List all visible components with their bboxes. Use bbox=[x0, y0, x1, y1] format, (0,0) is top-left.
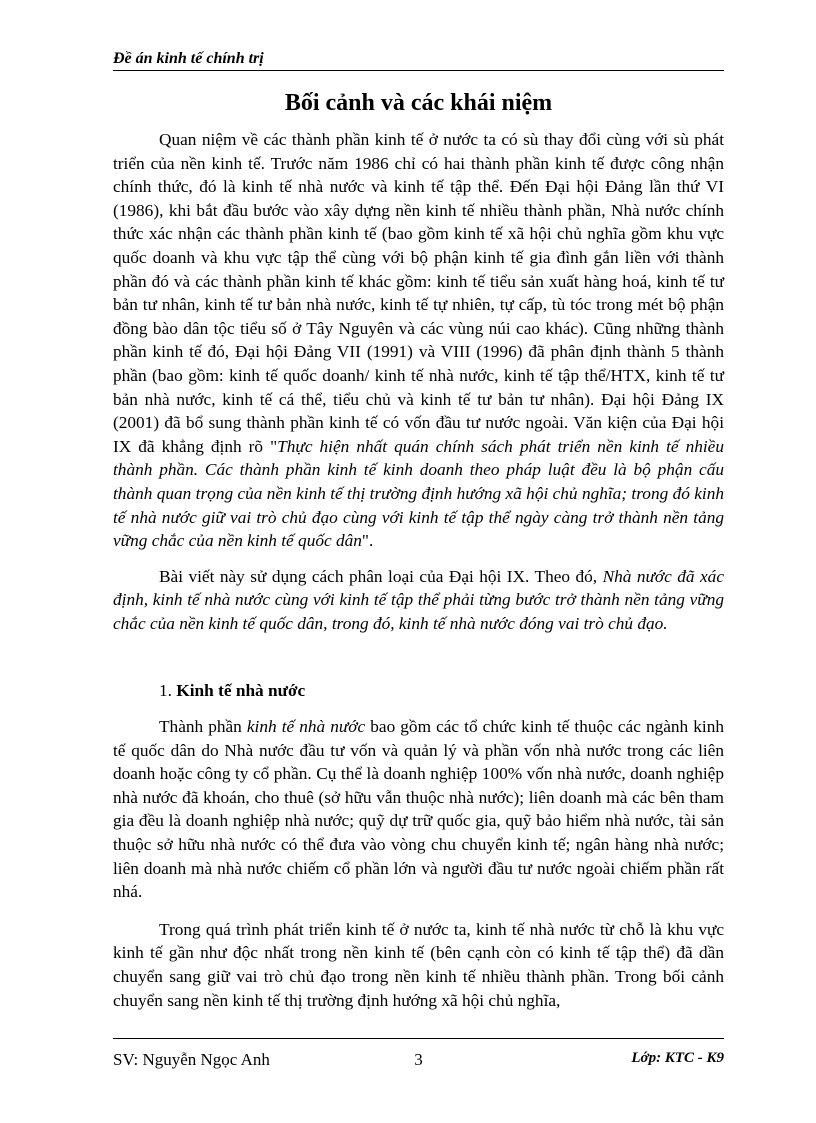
class-label: Lớp: KTC - K9 bbox=[631, 1050, 724, 1066]
page-footer bbox=[113, 1050, 724, 1072]
page-header bbox=[113, 50, 724, 71]
paragraph-context bbox=[113, 128, 724, 553]
footer-divider bbox=[113, 1038, 724, 1039]
emphasis-text: kinh tế nhà nước bbox=[246, 717, 366, 737]
paragraph-state-economy bbox=[113, 715, 724, 904]
header-title: Đề án kinh tế chính trị bbox=[113, 50, 264, 67]
paragraph-development bbox=[113, 918, 724, 1012]
paragraph-classification bbox=[113, 565, 724, 636]
paragraph-text: Quan niệm về các thành phần kinh tế ở nước ta có sù thay đổi cùng với sù phát triển của nền kinh tế. Trước năm 1986 chỉ có hai thành phần kinh tế được công nhận chính thức, đó là kinh tế nhà nước và kinh tế tập thể. Đến Đại hội Đảng lần thứ VI (1986), khi bắt đầu bước vào xây dựng nền kinh tế nhiều thành phần, Nhà nước chính thức xác nhận các thành phần kinh tế (bao gồm kinh tế xã hội chủ nghĩa gồm khu vực quốc doanh và khu vực tập thể cùng với bộ phận kinh tế gia đình gắn liền với thành phần đó và các thành phần kinh tế khác gồm: kinh tế tiểu sản xuất hàng hoá, kinh tế tư bản tư nhân, kinh tế tư bản nhà nước, kinh tế tự nhiên, tự cấp, tù tóc trong mét bộ phận đồng bào dân tộc tiểu số ở Tây Nguyên và các vùng núi cao khác). Cũng những thành phần kinh tế đó, Đại hội Đảng VII (1991) và VIII (1996) đã phân định thành 5 thành phần (bao gồm: kinh tế quốc doanh/ kinh tế nhà nước, kinh tế tập thể/HTX, kinh tế tư bản nhà nước, kinh tế cá thể, tiểu chủ và kinh tế tư bản tư nhân). Đại hội Đảng IX (2001) đã bổ sung thành phần kinh tế có vốn đầu tư nước ngoài. Văn kiện của Đại hội IX đã khẳng định rõ " bbox=[113, 130, 724, 456]
student-name: SV: Nguyễn Ngọc Anh bbox=[113, 1050, 270, 1069]
document-body bbox=[113, 128, 724, 1012]
quote-close: ". bbox=[361, 531, 374, 551]
paragraph-text: bao gồm các tổ chức kinh tế thuộc các ngành kinh tế quốc dân do Nhà nước đầu tư vốn và quản lý và phần vốn nhà nước trong các liên doanh hoặc công ty cổ phần. Cụ thể là doanh nghiệp 100% vốn nhà nước, doanh nghiệp nhà nước đã khoán, cho thuê (sở hữu vẫn thuộc nhà nước); liên doanh mà các bên tham gia đều là doanh nghiệp nhà nước; quỹ dự trữ quốc gia, quỹ bảo hiểm nhà nước, tài sản thuộc sở hữu nhà nước có thể đưa vào vòng chu chuyển kinh tế; ngân hàng nhà nước; liên doanh mà nhà nước chiếm cổ phần lớn và người đầu tư nước ngoài chiếm phần rất nhá. bbox=[113, 717, 724, 902]
section-title: Kinh tế nhà nước bbox=[176, 681, 306, 701]
section-heading bbox=[113, 679, 724, 703]
paragraph-text: Trong quá trình phát triển kinh tế ở nước ta, kinh tế nhà nước từ chỗ là khu vực kinh tế gần như độc nhất trong nền kinh tế (bên cạnh còn có kinh tế tập thể) đã dần chuyển sang giữ vai trò chủ đạo trong nền kinh tế nhiều thành phần. Trong bối cảnh chuyển sang nền kinh tế thị trường định hướng xã hội chủ nghĩa, bbox=[113, 919, 724, 1010]
quote-text: Thực hiện nhất quán chính sách phát triển nền kinh tế nhiều thành phần. Các thành phần kinh tế kinh doanh theo pháp luật đều là bộ phận cấu thành quan trọng của nền kinh tế thị trường định hướng xã hội chủ nghĩa; trong đó kinh tế nhà nước giữ vai trò chủ đạo cùng với kinh tế tập thể ngày càng trở thành nền tảng vững chắc của nền kinh tế quốc dân bbox=[113, 436, 724, 551]
page-number: 3 bbox=[414, 1050, 423, 1069]
paragraph-text: Bài viết này sử dụng cách phân loại của Đại hội IX. Theo đó, bbox=[159, 566, 603, 586]
paragraph-text: Thành phần bbox=[159, 717, 247, 737]
document-title: Bối cảnh và các khái niệm bbox=[284, 90, 553, 116]
section-number: 1. bbox=[159, 681, 172, 701]
emphasis-text: Nhà nước đã xác định, kinh tế nhà nước cùng với kinh tế tập thể phải từng bước trở thành nền tảng vững chắc của nền kinh tế quốc dân, trong đó, kinh tế nhà nước đóng vai trò chủ đạo. bbox=[113, 566, 724, 633]
